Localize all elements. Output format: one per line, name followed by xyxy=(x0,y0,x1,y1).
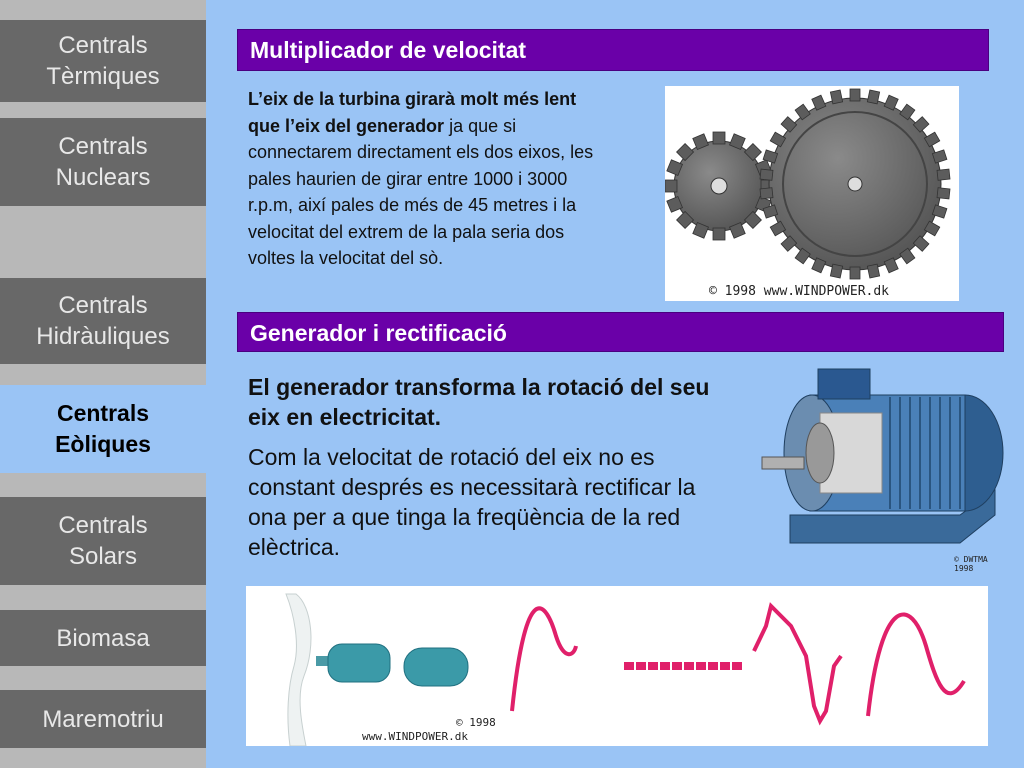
gears-credit: © 1998 www.WINDPOWER.dk xyxy=(709,284,890,299)
nav-centrals-nuclears[interactable] xyxy=(0,118,206,206)
nav-label: Maremotriu xyxy=(42,705,164,733)
rectification-image xyxy=(246,586,988,746)
animation-credit-year: © 1998 xyxy=(456,716,496,729)
nav-label-line2: Eòliques xyxy=(55,431,151,457)
gears-image xyxy=(665,86,959,301)
nav-centrals-termiques[interactable] xyxy=(0,20,206,102)
nav-label-line2: Hidràuliques xyxy=(36,323,170,350)
gears-icon xyxy=(665,86,959,301)
nav-centrals-eoliques[interactable] xyxy=(0,385,206,473)
generator-icon xyxy=(760,365,1010,570)
generador-description xyxy=(248,372,728,562)
generator-credit: © DWTMA 1998 xyxy=(954,555,988,573)
rectification-icon xyxy=(246,586,988,746)
generator-image xyxy=(760,365,1010,573)
nav-centrals-hidrauliques[interactable] xyxy=(0,278,206,364)
nav-label: Biomasa xyxy=(56,624,150,652)
nav-biomasa[interactable] xyxy=(0,610,206,666)
multiplicador-bold-text: L’eix de la turbina girarà molt més lent que l’eix del generador xyxy=(248,89,577,136)
nav-label-line2: Tèrmiques xyxy=(46,63,160,90)
section-header-generador: Generador i rectificació xyxy=(237,312,1004,352)
nav-label-line1: Centrals xyxy=(58,133,148,160)
generador-bold-text: El generador transforma la rotació del seu eix en electricitat. xyxy=(248,374,710,430)
generador-text: Com la velocitat de rotació del eix no es constant després es necessitarà rectificar la ona per a que tinga la freqüència de la red elèctrica. xyxy=(248,444,696,560)
nav-label-line1: Centrals xyxy=(56,400,150,426)
nav-maremotriu[interactable] xyxy=(0,690,206,748)
sidebar-nav xyxy=(0,0,206,768)
nav-spacer xyxy=(0,206,206,278)
multiplicador-description xyxy=(248,86,608,272)
nav-label-line2: Solars xyxy=(68,543,138,570)
nav-centrals-solars[interactable] xyxy=(0,497,206,585)
nav-label-line1: Centrals xyxy=(58,292,148,319)
multiplicador-text: ja que si connectarem directament els dos eixos, les pales haurien de girar entre 1000 i 3000 r.p.m, així pales de més de 45 metres i la velocitat del extrem de la pala seria dos voltes la velocitat del sò. xyxy=(248,115,594,268)
nav-label-line2: Nuclears xyxy=(55,164,151,191)
animation-credit-site: www.WINDPOWER.dk xyxy=(362,730,468,743)
section-header-multiplicador: Multiplicador de velocitat xyxy=(237,29,989,71)
nav-label-line1: Centrals xyxy=(58,512,148,539)
nav-label-line1: Centrals xyxy=(58,32,148,59)
